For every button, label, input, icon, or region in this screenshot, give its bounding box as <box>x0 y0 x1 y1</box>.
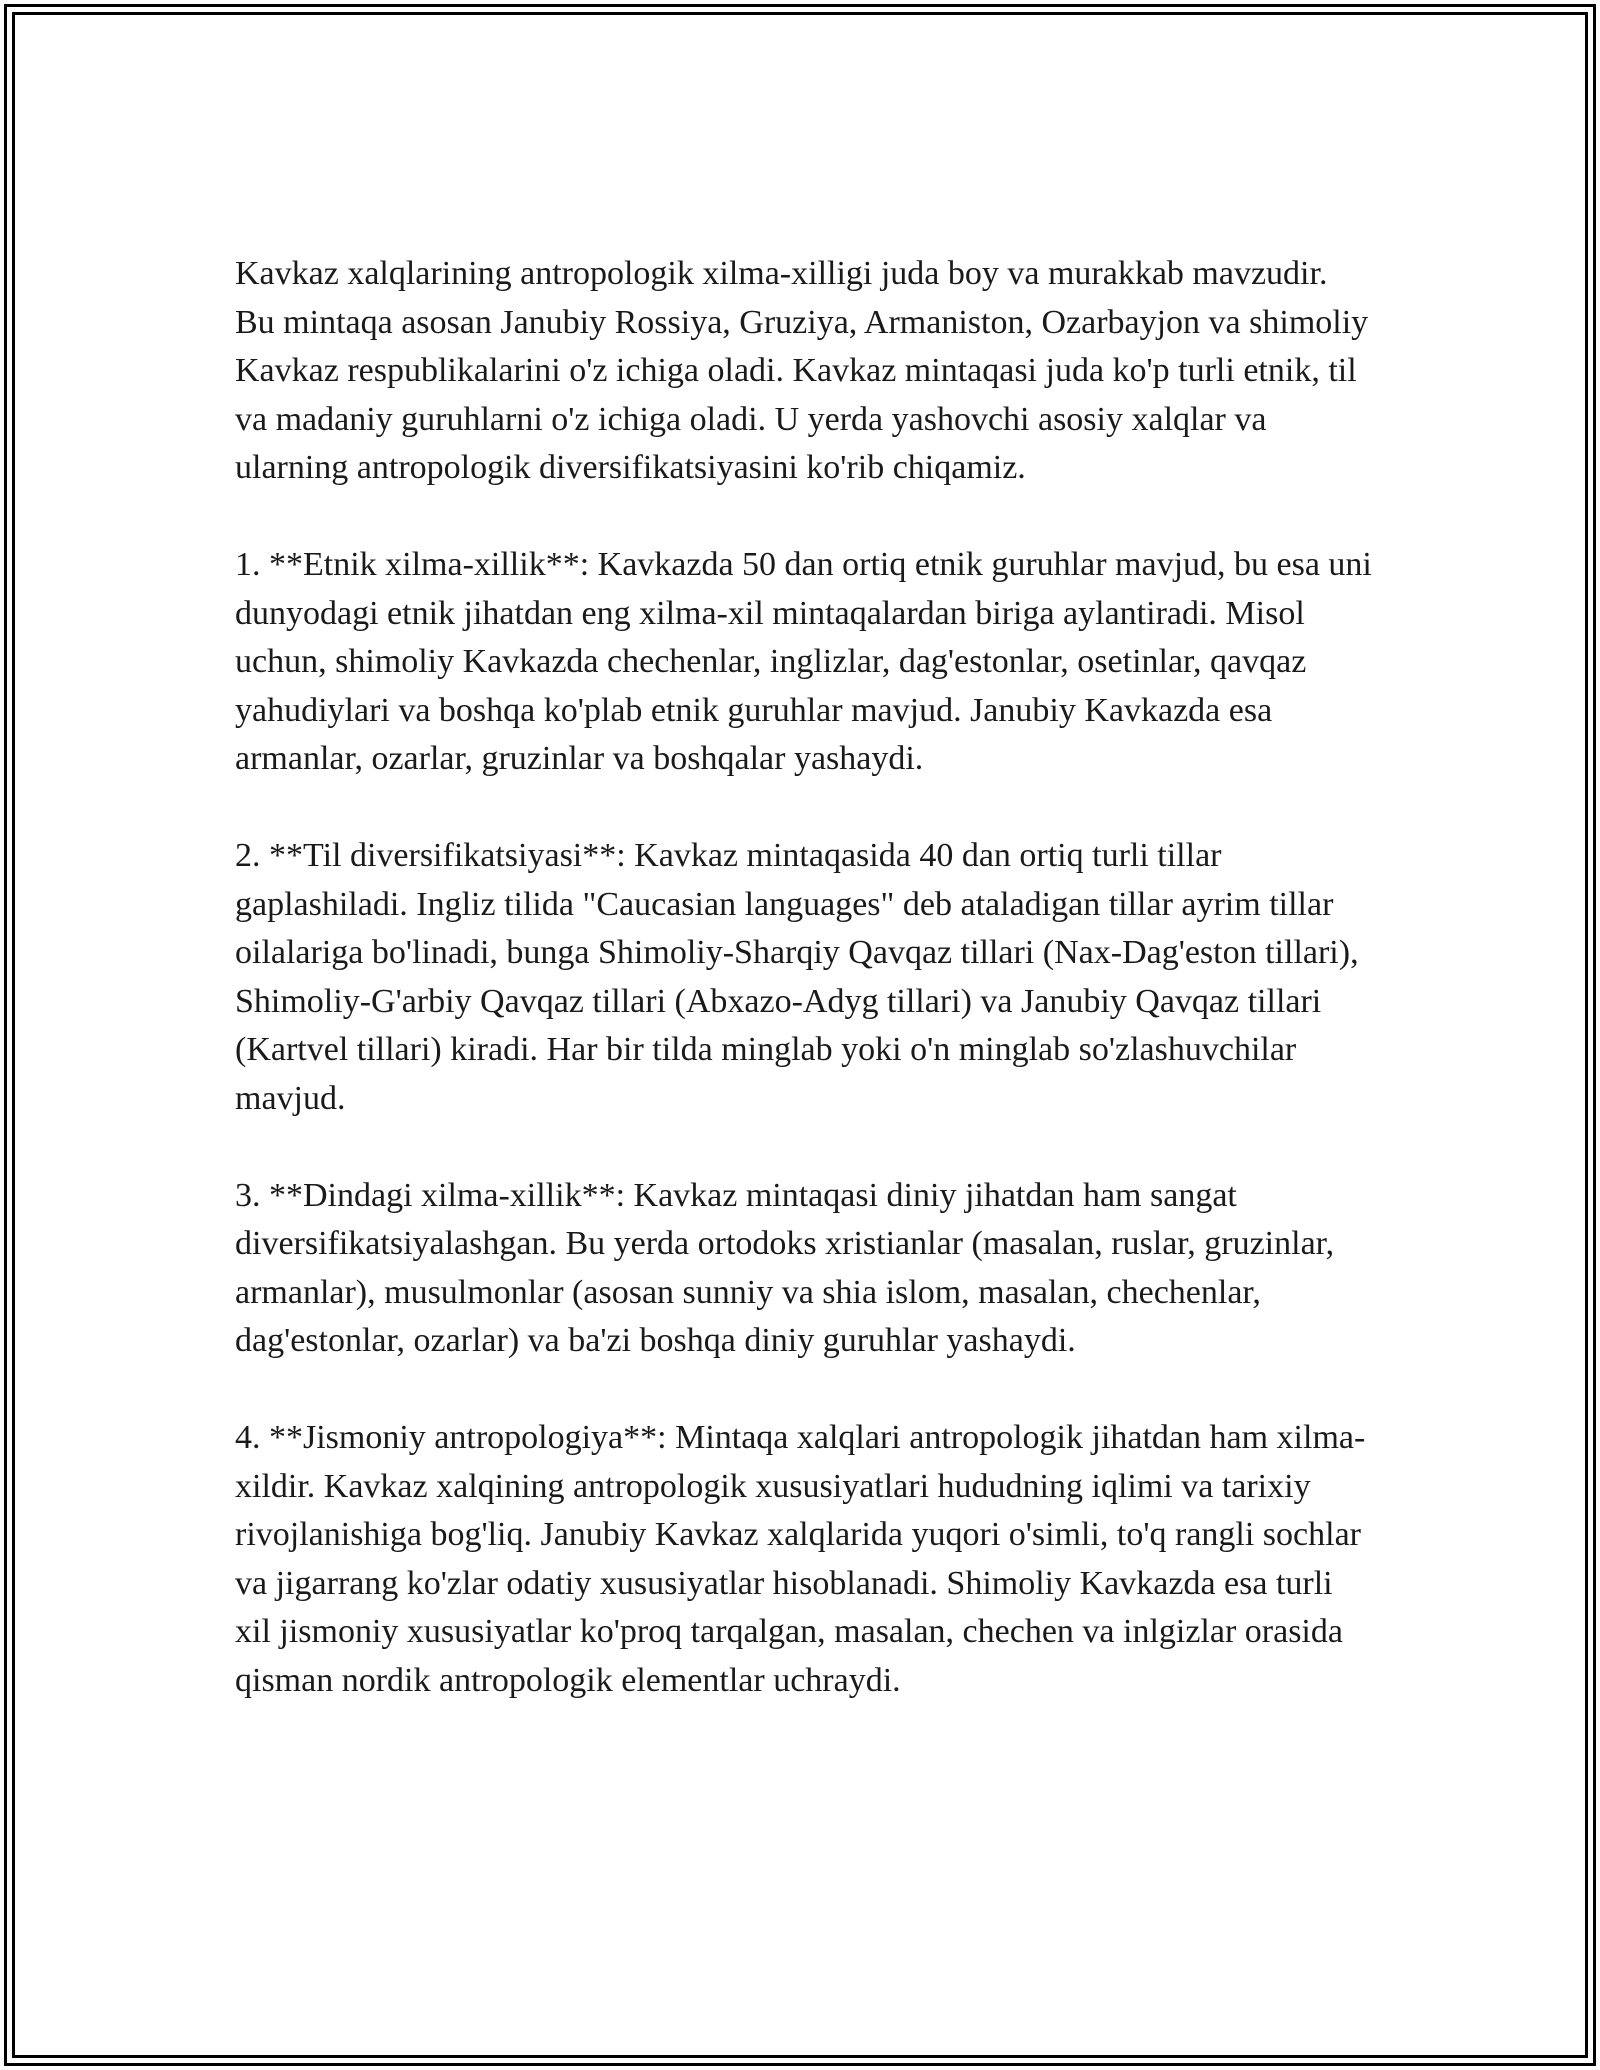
religious-diversity-paragraph: 3. **Dindagi xilma-xillik**: Kavkaz mintaqasi diniy jihatdan ham sangat diversifikatsiyalashgan. Bu yerda ortodoks xristianlar (masalan, ruslar, gruzinlar, armanlar), musulmonlar (asosan sunniy va shia islom, masalan, chechenlar, dag'estonlar, ozarlar) va ba'zi boshqa diniy guruhlar yashaydi. <box>235 1176 1335 1359</box>
physical-anthropology-paragraph: 4. **Jismoniy antropologiya**: Mintaqa xalqlari antropologik jihatdan ham xilma-xildir. Kavkaz xalqining antropologik xususiyatlari hududning iqlimi va tarixiy rivojlanishiga bog'liq. Janubiy Kavkaz xalqlarida yuqori o'simli, to'q rangli sochlar va jigarrang ko'zlar odatiy xususiyatlar hisoblanadi. Shimoliy Kavkazda esa turli xil jismoniy xususiyatlar ko'proq tarqalgan, masalan, chechen va inlgizlar orasida qisman nordik antropologik elementlar uchraydi. <box>235 1419 1366 1699</box>
document-body <box>235 250 1375 1705</box>
ethnic-diversity-paragraph: 1. **Etnik xilma-xillik**: Kavkazda 50 dan ortiq etnik guruhlar mavjud, bu esa uni dunyodagi etnik jihatdan eng xilma-xil mintaqalardan biriga aylantiradi. Misol uchun, shimoliy Kavkazda chechenlar, inglizlar, dag'estonlar, osetinlar, qavqaz yahudiylari va boshqa ko'plab etnik guruhlar mavjud. Janubiy Kavkazda esa armanlar, ozarlar, gruzinlar va boshqalar yashaydi. <box>235 546 1372 777</box>
intro-paragraph: Kavkaz xalqlarining antropologik xilma-xilligi juda boy va murakkab mavzudir. Bu mintaqa asosan Janubiy Rossiya, Gruziya, Armaniston, Ozarbayjon va shimoliy Kavkaz respublikalarini o'z ichiga oladi. Kavkaz mintaqasi juda ko'p turli etnik, til va madaniy guruhlarni o'z ichiga oladi. U yerda yashovchi asosiy xalqlar va ularning antropologik diversifikatsiyasini ko'rib chiqamiz. <box>235 255 1369 486</box>
language-diversity-paragraph: 2. **Til diversifikatsiyasi**: Kavkaz mintaqasida 40 dan ortiq turli tillar gaplashiladi. Ingliz tilida "Caucasian languages" deb ataladigan tillar ayrim tillar oilalariga bo'linadi, bunga Shimoliy-Sharqiy Qavqaz tillari (Nax-Dag'eston tillari), Shimoliy-G'arbiy Qavqaz tillari (Abxazo-Adyg tillari) va Janubiy Qavqaz tillari (Kartvel tillari) kiradi. Har bir tilda minglab yoki o'n minglab so'zlashuvchilar mavjud. <box>235 837 1359 1117</box>
